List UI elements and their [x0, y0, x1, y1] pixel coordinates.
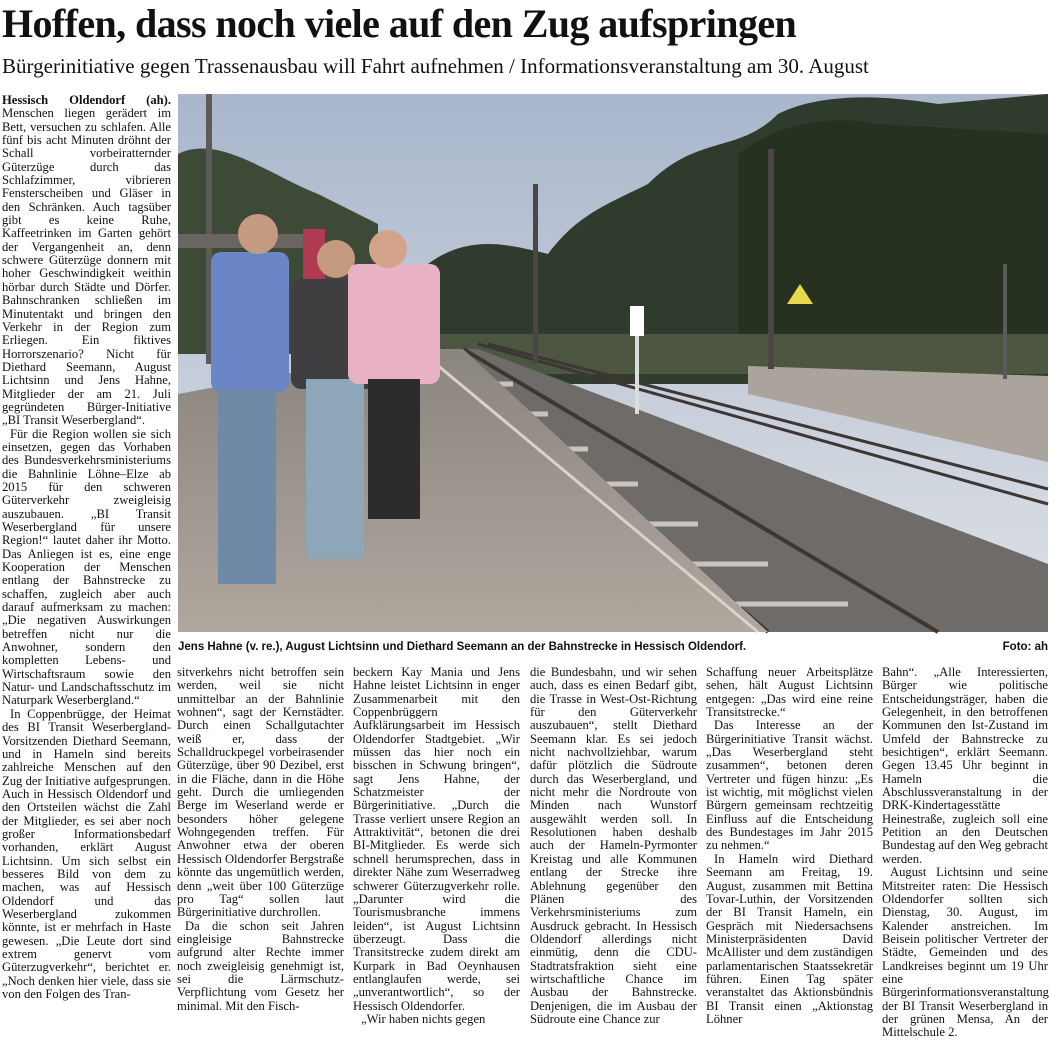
paragraph: Schaffung neuer Arbeitsplätze sehen, hält August Lichtsinn entgegen: „Das wird eine reine Transitstrecke.“ — [706, 665, 873, 720]
article-column-3 — [353, 666, 520, 1025]
paragraph: In Coppenbrügge, der Heimat des BI Transit Weserbergland-Vorsitzenden Diethard Seemann, und in Hameln sind bereits zahlreiche Menschen auf den Zug der Initiative aufgesprungen. Auch in Hessisch Oldendorf und den Ortsteilen wächst die Zahl der Mitglieder, es sei aber noch großer Informationsbedarf vorhanden, erklärt August Lichtsinn. Um sich selbst ein besseres Bild von dem zu machen, was auf Hessisch Oldendorf und das Weserbergland zukommen könnte, ist er mehrfach in Haste gewesen. „Die Leute dort sind extrem genervt vom Güterzugverkehr“, berichtet er. „Noch denken hier viele, dass sie von den Folgen des Tran- — [2, 706, 171, 1002]
article-column-4 — [530, 666, 697, 1025]
paragraph-text: Menschen liegen gerädert im Bett, versuchen zu schlafen. Alle fünf bis acht Minuten dröhnt der Schall vorbeiratternder Güterzüge durch das Schlafzimmer, vibrieren Fensterscheiben und Gläser in den Schränken. Auch tagsüber gibt es keine Ruhe, Kaffeetrinken im Garten gehört der Vergangenheit an, denn schwere Güterzüge donnern mit hoher Geschwindigkeit weithin hörbar durch Städte und Dörfer. Bahnschranken schließen im Minutentakt und bringen den Verkehr in der Region zum Erliegen. Ein fiktives Horrorszenario? Nicht für Diethard Seemann, August Lichtsinn und Jens Hahne, Mitglieder der am 21. Juli gegründeten Bürger-Initiative „BI Transit Weserbergland“. — [2, 106, 171, 428]
subheadline: Bürgerinitiative gegen Trassenausbau will Fahrt aufnehmen / Informationsveranstaltung am 30. August — [2, 54, 869, 78]
paragraph: Bahn“. „Alle Interessierten, Bürger wie politische Entscheidungsträger, haben die Gelegenheit, in den betroffenen Kommunen den Ist-Zustand im Umfeld der Bahnstrecke zu besichtigen“, erklärt Seemann. Gegen 13.45 Uhr beginnt in Hameln die Abschlussveranstaltung in der DRK-Kindertagesstätte Heinestraße, zugleich soll eine Petition an den Deutschen Bundestag auf den Weg gebracht werden. — [882, 665, 1048, 866]
caption-text: Jens Hahne (v. re.), August Lichtsinn und Diethard Seemann an der Bahnstrecke in Hessisch Oldendorf. — [178, 641, 747, 653]
article-column-6 — [882, 665, 1049, 1040]
headline: Hoffen, dass noch viele auf den Zug aufspringen — [2, 1, 797, 46]
photo-credit: Foto: ah — [1002, 641, 1048, 653]
paragraph: Da die schon seit Jahren eingleisige Bahnstrecke aufgrund alter Rechte immer noch zweigleisig genehmigt ist, sei die Lärmschutz-Verpflichtung vom Gesetz her minimal. Mit den Fisch- — [177, 918, 344, 1013]
article-column-1 — [2, 94, 171, 1024]
paragraph: Das Interesse an der Bürgerinitiative Transit wächst. „Das Weserbergland steht zusammen“, betonen deren Vertreter und fügen hinzu: „Es ist wichtig, mit möglichst vielen Bürgern gemeinsam rechtzeitig Einfluss auf die Entscheidung des Bundestages im Jahr 2015 zu nehmen.“ — [706, 718, 873, 853]
paragraph: Für die Region wollen sie sich einsetzen, gegen das Vorhaben des Bundesverkehrsministeriums die Bahnlinie Löhne–Elze ab 2015 für den schweren Güterverkehr zweigleisig auszubauen. „BI Transit Weserbergland für unsere Region!“ lautet daher ihr Motto. Das Anliegen ist es, eine enge Kooperation der Menschen entlang der Bahnstrecke zu schaffen, zugleich aber auch darauf aufmerksam zu machen: „Die negativen Auswirkungen betreffen nicht nur die Anwohner, sondern den kompletten Lebens- und Wirtschaftsraum sowie den Natur- und Landschaftsschutz im Naturpark Weserbergland.“ — [2, 426, 171, 708]
paragraph: In Hameln wird Diethard Seemann am Freitag, 19. August, zusammen mit Bettina Tovar-Luthin, der Vorsitzenden der BI Transit Hameln, ein Gespräch mit Niedersachsens Ministerpräsidenten David McAllister und dem zuständigen parlamentarischen Staatssekretär führen. Einen Tag später veranstaltet das Aktionsbündnis BI Transit einen „Aktionstag Löhner — [706, 851, 873, 1026]
paragraph — [2, 94, 171, 428]
railway-platform-image — [178, 94, 1048, 632]
photo-caption — [178, 639, 1048, 655]
dateline: Hessisch Oldendorf (ah). — [2, 93, 171, 107]
paragraph: beckern Kay Mania und Jens Hahne leistet Lichtsinn in enger Zusammenarbeit mit den Coppenbrüggern Aufklärungsarbeit im Hessisch Oldendorfer Stadtgebiet. „Wir müssen das hier noch ein bisschen in Schwung bringen“, sagt Jens Hahne, der Schatzmeister der Bürgerinitiative. „Durch die Trasse verliert unsere Region an Attraktivität“, betonen die drei BI-Mitglieder. Es werde sich schnell herumsprechen, dass in direkter Nähe zum Weserradweg schwerer Güterzugverkehr rolle. „Darunter wird die Tourismusbranche immens leiden“, ist August Lichtsinn überzeugt. Dass die Transitstrecke zudem direkt am Kurpark in Bad Oeynhausen entlanglaufen werde, sei „unverantwortlich“, so der Hessisch Oldendorfer. — [353, 665, 520, 1013]
article-photo — [178, 94, 1048, 632]
article-column-5 — [706, 666, 873, 1025]
paragraph: August Lichtsinn und seine Mitstreiter raten: Die Hessisch Oldendorfer sollten sich Dienstag, 30. August, im Kalender anstreichen. Im Beisein politischer Vertreter der Städte, Gemeinden und des Landkreises beginnt um 19 Uhr eine Bürgerinformationsveranstaltung der BI Transit Weserbergland in der grünen Mensa, An der Mittelschule 2. — [882, 865, 1049, 1040]
paragraph: „Wir haben nichts gegen — [361, 1011, 486, 1026]
paragraph: die Bundesbahn, und wir sehen auch, dass es einen Bedarf gibt, die Trasse in West-Ost-Richtung für den Güterverkehr auszubauen“, stellt Diethard Seemann klar. Es sei jedoch nicht nachvollziehbar, warum dafür plötzlich die Südroute durch das Weserbergland, und nicht mehr die Nordroute von Minden nach Wunstorf ausgewählt werden soll. In Resolutionen haben deshalb auch der Hameln-Pyrmonter Kreistag und alle Kommunen entlang der Strecke ihre Ablehnung gegenüber den Plänen des Verkehrsministeriums zum Ausdruck gebracht. In Hessisch Oldendorf allerdings nicht einmütig, denn die CDU-Stadtratsfraktion sieht eine wirtschaftliche Chance im Ausbau der Bahnstrecke. Denjenigen, die im Ausbau der Südroute eine Chance zur — [530, 665, 697, 1026]
article-column-2 — [177, 666, 344, 1025]
paragraph: sitverkehrs nicht betroffen sein werden, weil sie nicht unmittelbar an der Bahnlinie wohnen“, sagt der Kernstädter. Durch einen Schallgutachter weiß er, dass der Schalldruckpegel vorbeirasender Güterzüge, über 90 Dezibel, erst in die Fläche, dann in die Höhe geht. Durch die umliegenden Berge im Weserland werde er besonders höher gelegene Wohngegenden treffen. Für Anwohner etwa der oberen Hessisch Oldendorfer Bergstraße könnte das ungemütlich werden, denn „weit über 100 Güterzüge pro Tag“ sollen laut Bürgerinitiative durchrollen. — [177, 665, 344, 920]
